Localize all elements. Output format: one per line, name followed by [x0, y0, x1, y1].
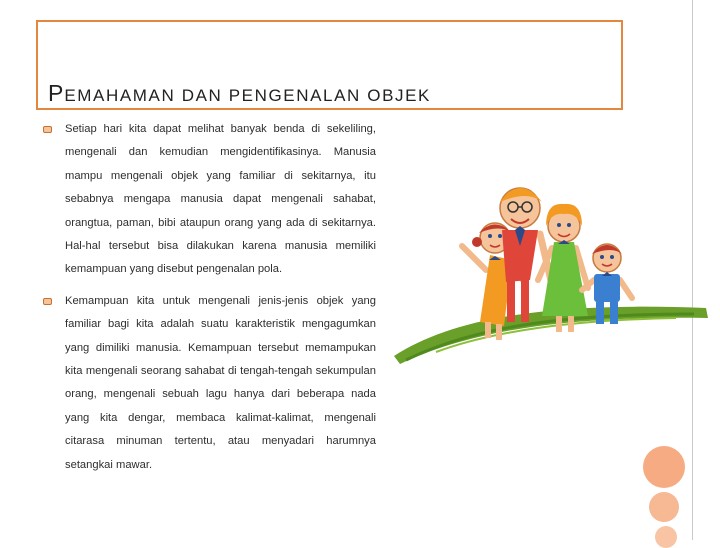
bullet-text-1: Setiap hari kita dapat melihat banyak benda di sekeliling, mengenali dan kemudian mengidentifikasinya. Manusia mampu mengenali objek yang familiar di sekitarnya, itu sebabnya mengapa manusia dapat mengenali sahabat, orangtua, paman, bibi ataupun orang yang ada di sekitarnya. Hal-hal tersebut bisa dilakukan karena manusia memiliki kemampuan yang disebut pengenalan pola. [65, 123, 376, 276]
bullet-icon [43, 126, 52, 133]
title-initial: P [48, 80, 65, 106]
slide-title [48, 80, 431, 107]
title-frame [36, 20, 623, 110]
title-rest: EMAHAMAN DAN PENGENALAN OBJEK [64, 86, 431, 105]
mother-figure [538, 204, 588, 332]
bullet-text-2: Kemampuan kita untuk mengenali jenis-jenis objek yang familiar bagi kita adalah suatu karakteristik mengagumkan yang dimiliki manusia. Kemampuan tersebut memampukan kita mengenali seorang sahabat di tengah-tengah sekumpulan orang, mengenali sebuah lagu hanya dari beberapa nada yang kita dengar, membaca kalimat-kalimat, mengenali citarasa minuman tertentu, atau menyadari harumnya setangkai mawar. [65, 294, 376, 471]
family-drawing-illustration [376, 130, 716, 370]
father-figure [500, 188, 552, 322]
decorative-circle-small [655, 526, 677, 548]
bullet-list [40, 118, 376, 485]
bullet-icon [43, 298, 52, 305]
bullet-item-1 [40, 118, 376, 282]
bullet-item-2 [40, 290, 376, 477]
decorative-circle-large [643, 446, 685, 488]
decorative-circle-medium [649, 492, 679, 522]
